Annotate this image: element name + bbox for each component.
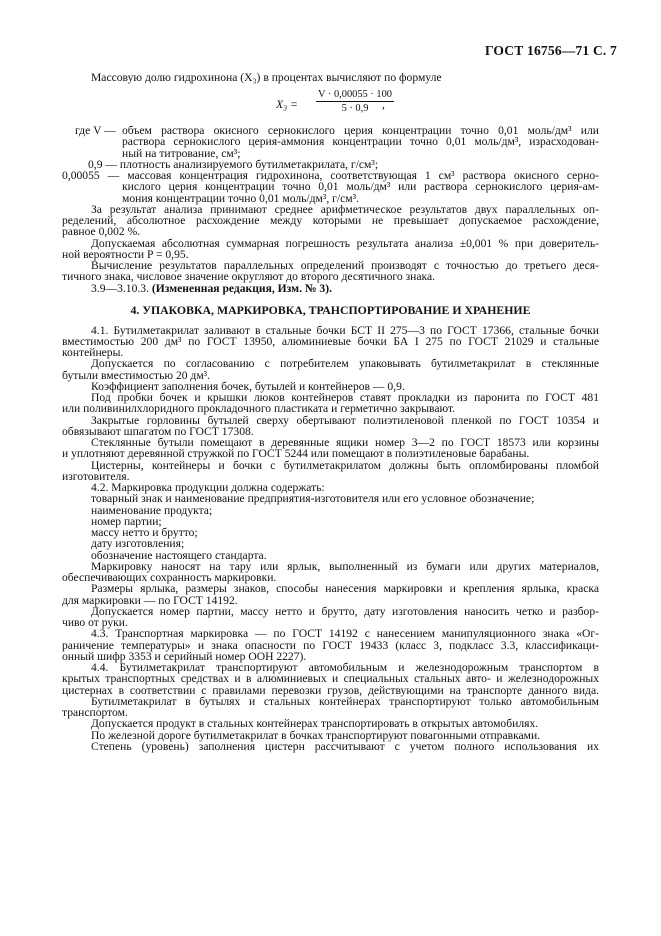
formula-denominator: 5 · 0,9 [341,103,369,114]
body-line: или поливинилхлоридного прокладочного пластиката и герметично закрывают. [62,402,456,416]
result-line3: равное 0,002 %. [62,225,141,239]
body-line: массу нетто и брутто; [91,526,198,539]
body-line: обеспечивающих сохранность маркировки. [62,571,277,584]
body-line: чиво от руки. [62,616,128,629]
body-line: транспортом. [62,706,128,719]
body-line: 4.3. Транспортная маркировка — по ГОСТ 14192 с нанесением манипуляционного знака «Ог- [91,627,599,641]
body-line: изготовителя. [62,469,130,483]
body-line: дату изготовления; [91,537,185,551]
where-label: где V — [75,124,116,137]
amendment-note: (Измененная редакция, Изм. № 3). [151,281,332,295]
formula-comma: , [382,98,385,111]
body-line: Закрытые горловины бутылей сверху обертывают полиэтиленовой пленкой по ГОСТ 10354 и [91,413,599,427]
body-line: Под пробки бочек и крышки люков контейнеров ставят прокладки из паронита по ГОСТ 481 [91,391,599,404]
body-line: и уплотняют деревянной стружкой по ГОСТ 5244 или помещают в полиэтиленовые барабаны. [62,447,530,461]
body-line: бутыли вместимостью 20 дм³. [62,368,211,382]
result-line6: Вычисление результатов параллельных определений производят с точностью до третьего деся- [91,259,599,272]
body-line: вместимостью 200 дм³ по ГОСТ 13950, алюминиевые бочки БА I 275 по ГОСТ 21029 и стальные [62,334,599,348]
body-line: товарный знак и наименование предприятия-изготовителя или его условное обозначение; [91,492,535,506]
where-conc-line1: 0,00055 — массовая концентрация гидрохинона, соответствующая 1 см³ раствора окисного серно- [62,169,599,182]
amendment-number: 3.9—3.10.3. [91,281,152,295]
where-v-line1: объем раствора окисного сернокислого церия концентрации точно 0,01 моль/дм³ или [122,124,599,137]
section-heading: 4. УПАКОВКА, МАРКИРОВКА, ТРАНСПОРТИРОВАНИЕ И ХРАНЕНИЕ [130,302,531,317]
body-line: Размеры ярлыка, размеры знаков, способы нанесения маркировки и крепления ярлыка, краска [91,582,599,596]
body-line: 4.1. Бутилметакрилат заливают в стальные бочки БСТ II 275—3 по ГОСТ 17366, стальные бочки [91,323,599,337]
body-line: контейнеры. [62,346,124,359]
body-line: обозначение настоящего стандарта. [91,548,267,562]
page-header: ГОСТ 16756—71 С. 7 [484,43,617,58]
body-line: Стеклянные бутыли помещают в деревянные ящики номер 3—2 по ГОСТ 18573 или корзины [91,436,599,449]
result-line5: ной вероятности P = 0,95. [62,247,189,261]
body-line: номер партии; [91,514,162,528]
formula-numerator: V · 0,00055 · 100 [318,89,392,100]
amendment-line [91,282,599,295]
result-line4: Допускаемая абсолютная суммарная погрешность результата анализа ±0,001 % при доверитель- [91,236,599,250]
body-line: Допускается номер партии, массу нетто и брутто, дату изготовления наносить четко и разбор- [91,604,599,618]
body-line: Бутилметакрилат в бутылях и стальных контейнерах транспортируют только автомобильным [91,694,599,708]
body-line: для маркировки — по ГОСТ 14192. [62,593,238,607]
body-line: онный шифр 3353 и серийный номер ООН 2227). [62,649,307,663]
result-line7: тичного знака, числовое значение округляют до второго десятичного знака. [62,270,436,284]
body-line: цистернах в соответствии с правилами перевозки грузов, действующими на транспорте данного вида. [62,683,599,697]
body-line: наименование продукта; [91,503,213,517]
body-line: раничение температуры» и знака опасности по ГОСТ 19433 (класс 3, подкласс 3.3, классификаци- [62,638,599,652]
where-density-line: 0,9 — плотность анализируемого бутилметакрилата, г/см³; [88,157,379,171]
body-line: Допускается продукт в стальных контейнерах транспортировать в открытых автомобилях. [91,717,539,731]
body-line: По железной дороге бутилметакрилат в бочках транспортируют повагонными отправками. [91,728,541,742]
body-line: 4.2. Маркировка продукции должна содержать: [91,481,325,494]
body-line: Маркировку наносят на тару или ярлык, выполненный из бумаги или других материалов, [91,559,599,573]
where-conc-line2: кислого церия концентрации точно 0,01 моль/дм³ или раствора сернокислого церия-ам- [122,180,599,194]
formula-lhs: X₃ = [276,98,298,111]
where-v-line2: раствора сернокислого церия-аммония концентрации точно 0,01 моль/дм³, израсходован- [122,135,599,149]
where-v-line3: ный на титрование, см³; [122,146,241,160]
formula-intro: Массовую долю гидрохинона (X₃) в процентах вычисляют по формуле [91,71,442,84]
result-line1: За результат анализа принимают среднее арифметическое результатов двух параллельных оп- [91,202,599,216]
body-line: 4.4. Бутилметакрилат транспортируют автомобильным и железнодорожным транспортом в [91,661,599,674]
body-line: Степень (уровень) заполнения цистерн рассчитывают с учетом полного использования их [91,739,599,753]
where-conc-line3: мония концентрации точно 0,01 моль/дм³, г/см³. [122,191,359,205]
body-line: Цистерны, контейнеры и бочки с бутилметакрилатом должны быть опломбированы пломбой [91,458,599,472]
body-line: Допускается по согласованию с потребителем упаковывать бутилметакрилат в стеклянные [91,357,599,371]
body-line: крытых транспортных средствах и в алюминиевых и специальных стальных авто- и железнодорожных [62,672,599,686]
result-line2: ределений, абсолютное расхождение между которыми не превышает допускаемое расхождение, [62,214,599,227]
body-line: Коэффициент заполнения бочек, бутылей и контейнеров — 0,9. [91,379,405,393]
body-line: обвязывают шпагатом по ГОСТ 17308. [62,424,254,438]
